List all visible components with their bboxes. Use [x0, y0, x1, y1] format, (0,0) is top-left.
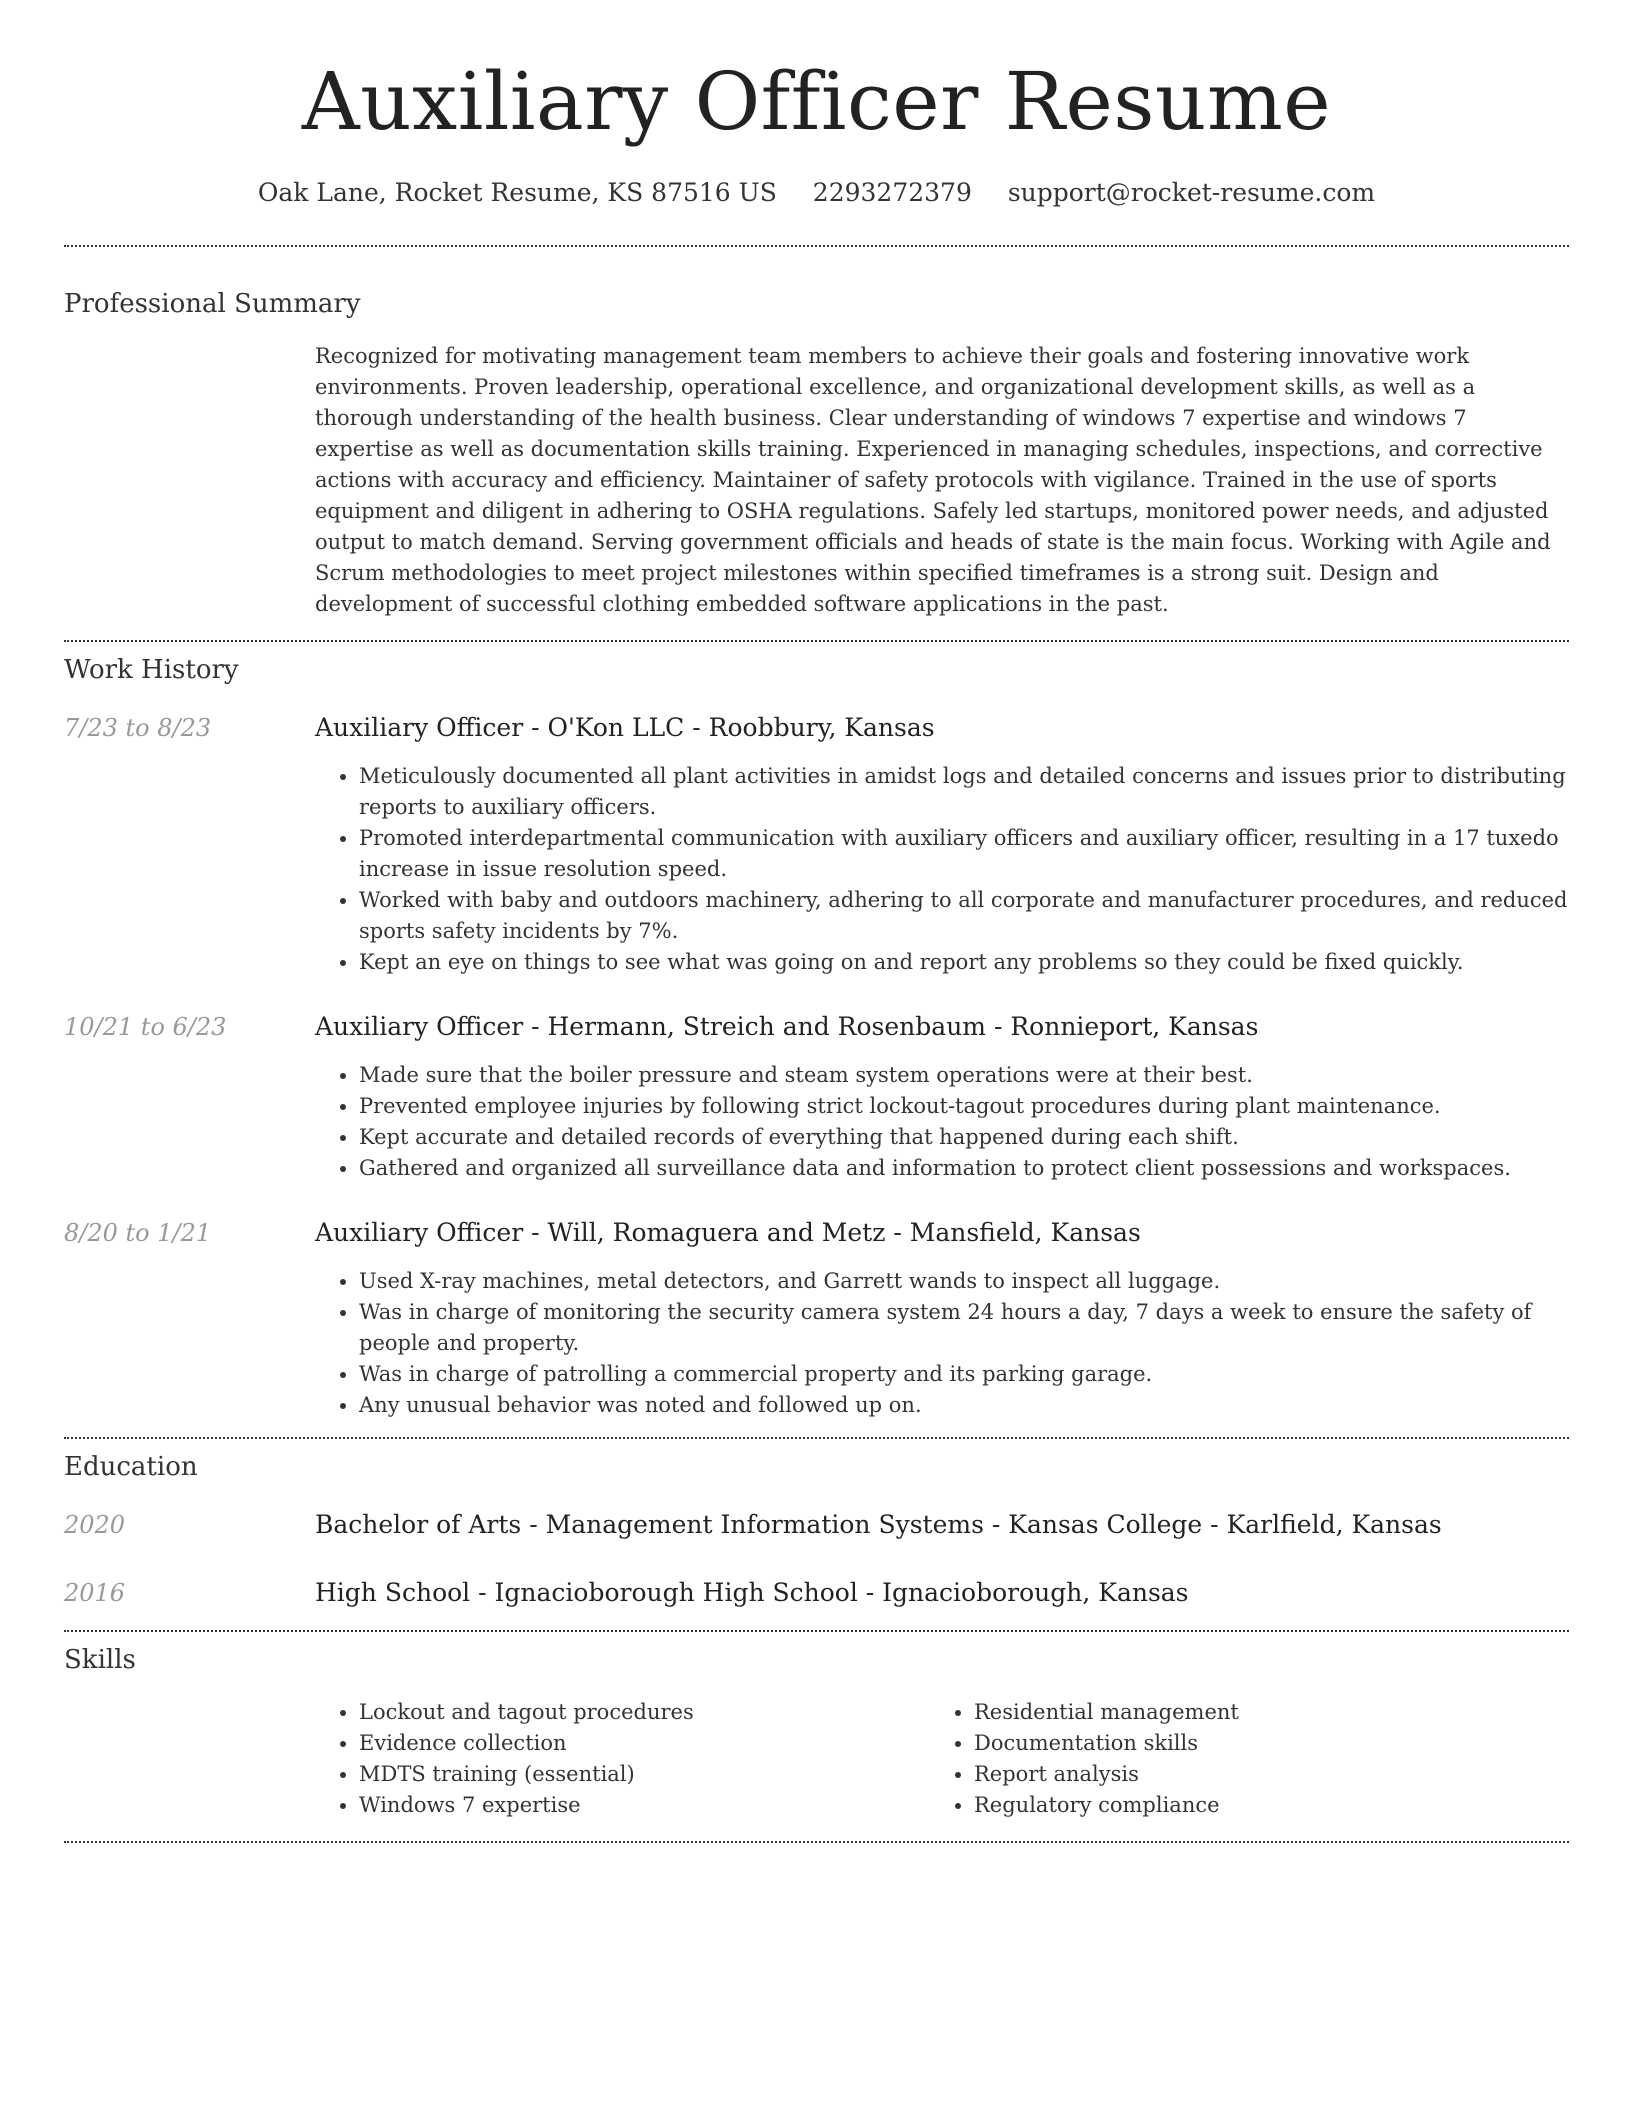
- job-bullet: • Kept an eye on things to see what was going on and report any problems so they could be fixed quickly.: [359, 947, 1569, 978]
- resume-page: [64, 0, 1569, 1843]
- job-bullet: • Made sure that the boiler pressure and steam system operations were at their best.: [359, 1060, 1569, 1091]
- education-entry: [64, 1508, 1569, 1542]
- skills-heading: Skills: [64, 1645, 136, 1675]
- job-bullets: [315, 1060, 1569, 1184]
- job-bullet: • Meticulously documented all plant activities in amidst logs and detailed concerns and issues prior to distributing reports to auxiliary officers.: [359, 761, 1569, 823]
- job-entry: [64, 711, 1569, 978]
- skill-item: • Evidence collection: [359, 1728, 930, 1759]
- section-divider: [64, 1630, 1569, 1632]
- work-heading: Work History: [64, 655, 239, 685]
- contact-phone: 2293272379: [812, 178, 972, 207]
- skills-list: [315, 1697, 1569, 1821]
- job-bullet: • Promoted interdepartmental communication with auxiliary officers and auxiliary officer, resulting in a 17 tuxedo increase in issue resolution speed.: [359, 823, 1569, 885]
- job-dates: 7/23 to 8/23: [64, 714, 212, 742]
- job-bullet: • Prevented employee injuries by following strict lockout-tagout procedures during plant maintenance.: [359, 1091, 1569, 1122]
- job-bullets: [315, 761, 1569, 978]
- section-divider: [64, 245, 1569, 247]
- skills-column-right: [930, 1697, 1545, 1821]
- contact-email: support@rocket-resume.com: [1007, 178, 1376, 207]
- education-year: 2020: [64, 1511, 126, 1539]
- job-bullet: • Was in charge of monitoring the security camera system 24 hours a day, 7 days a week to ensure the safety of people and property.: [359, 1297, 1569, 1359]
- job-bullet: • Was in charge of patrolling a commercial property and its parking garage.: [359, 1359, 1569, 1390]
- contact-address: Oak Lane, Rocket Resume, KS 87516 US: [257, 178, 777, 207]
- job-bullet: • Any unusual behavior was noted and followed up on.: [359, 1390, 1569, 1421]
- skill-item: • Windows 7 expertise: [359, 1790, 930, 1821]
- summary-heading: Professional Summary: [64, 289, 361, 319]
- job-title: Auxiliary Officer - Hermann, Streich and Rosenbaum - Ronnieport, Kansas: [315, 1012, 1259, 1041]
- job-bullet: • Gathered and organized all surveillance data and information to protect client possessions and workspaces.: [359, 1153, 1569, 1184]
- skill-item: • Regulatory compliance: [974, 1790, 1545, 1821]
- skill-item: • Documentation skills: [974, 1728, 1545, 1759]
- skill-item: • MDTS training (essential): [359, 1759, 930, 1790]
- job-bullet: • Worked with baby and outdoors machinery, adhering to all corporate and manufacturer procedures, and reduced sports safety incidents by 7%.: [359, 885, 1569, 947]
- section-divider: [64, 1841, 1569, 1843]
- job-title: Auxiliary Officer - O'Kon LLC - Roobbury, Kansas: [315, 713, 935, 742]
- job-dates: 10/21 to 6/23: [64, 1013, 227, 1041]
- job-bullets: [315, 1266, 1569, 1421]
- contact-line: [64, 176, 1569, 210]
- section-divider: [64, 1437, 1569, 1439]
- education-detail: High School - Ignacioborough High School - Ignacioborough, Kansas: [315, 1578, 1189, 1607]
- skill-item: • Residential management: [974, 1697, 1545, 1728]
- skill-item: • Lockout and tagout procedures: [359, 1697, 930, 1728]
- job-bullet: • Kept accurate and detailed records of everything that happened during each shift.: [359, 1122, 1569, 1153]
- section-divider: [64, 640, 1569, 642]
- skill-item: • Report analysis: [974, 1759, 1545, 1790]
- job-bullet: • Used X-ray machines, metal detectors, and Garrett wands to inspect all luggage.: [359, 1266, 1569, 1297]
- education-heading: Education: [64, 1452, 198, 1482]
- skills-column-left: [315, 1697, 930, 1821]
- resume-title: Auxiliary Officer Resume: [301, 55, 1332, 148]
- summary-text: Recognized for motivating management team members to achieve their goals and fostering innovative work environments. Proven leadership, operational excellence, and organizational development skills, as well as a thorough understanding of the health business. Clear understanding of windows 7 expertise and windows 7 expertise as well as documentation skills training. Experienced in managing schedules, inspections, and corrective actions with accuracy and efficiency. Maintainer of safety protocols with vigilance. Trained in the use of sports equipment and diligent in adhering to OSHA regulations. Safely led startups, monitored power needs, and adjusted output to match demand. Serving government officials and heads of state is the main focus. Working with Agile and Scrum methodologies to meet project milestones within specified timeframes is a strong suit. Design and development of successful clothing embedded software applications in the past.: [315, 344, 1551, 616]
- job-dates: 8/20 to 1/21: [64, 1219, 212, 1247]
- job-title: Auxiliary Officer - Will, Romaguera and Metz - Mansfield, Kansas: [315, 1218, 1141, 1247]
- job-entry: [64, 1010, 1569, 1184]
- education-year: 2016: [64, 1579, 126, 1607]
- job-entry: [64, 1216, 1569, 1421]
- education-detail: Bachelor of Arts - Management Information Systems - Kansas College - Karlfield, Kansas: [315, 1510, 1442, 1539]
- education-entry: [64, 1576, 1569, 1610]
